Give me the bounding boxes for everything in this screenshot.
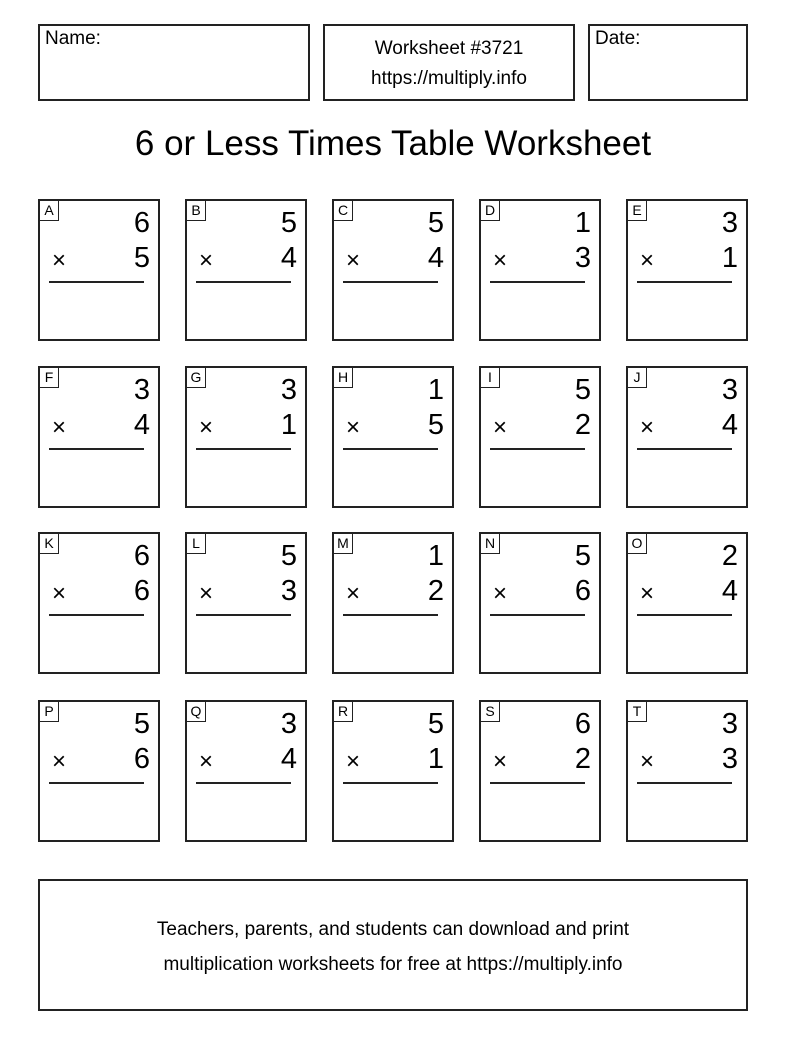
answer-line xyxy=(637,281,732,283)
multiplicand: 3 xyxy=(721,374,738,406)
worksheet-url: https://multiply.info xyxy=(371,68,527,89)
worksheet-number: Worksheet #3721 xyxy=(374,38,524,59)
problem-letter: E xyxy=(627,200,647,221)
multiplier: 6 xyxy=(133,743,150,775)
multiplicand: 6 xyxy=(574,708,591,740)
multiplicand: 1 xyxy=(574,207,591,239)
problem-card-l[interactable] xyxy=(185,532,307,674)
problem-letter: F xyxy=(39,367,59,388)
answer-line xyxy=(490,448,585,450)
answer-line xyxy=(196,281,291,283)
multiply-sign: × xyxy=(52,247,67,274)
multiplier: 5 xyxy=(133,242,150,274)
answer-line xyxy=(49,614,144,616)
multiplier: 3 xyxy=(280,575,297,607)
answer-line xyxy=(49,782,144,784)
multiplier: 4 xyxy=(721,409,738,441)
answer-line xyxy=(490,281,585,283)
multiply-sign: × xyxy=(199,414,214,441)
problem-card-p[interactable] xyxy=(38,700,160,842)
footer-line-1: Teachers, parents, and students can download and print xyxy=(156,919,630,940)
multiplicand: 3 xyxy=(280,708,297,740)
multiply-sign: × xyxy=(493,247,508,274)
date-field[interactable] xyxy=(588,24,748,101)
multiplicand: 5 xyxy=(280,540,297,572)
problem-card-s[interactable] xyxy=(479,700,601,842)
multiplicand: 3 xyxy=(133,374,150,406)
multiplicand: 3 xyxy=(280,374,297,406)
multiply-sign: × xyxy=(640,414,655,441)
problem-card-f[interactable] xyxy=(38,366,160,508)
problem-card-q[interactable] xyxy=(185,700,307,842)
multiplicand: 3 xyxy=(721,708,738,740)
name-label: Name: xyxy=(45,28,101,49)
multiplier: 1 xyxy=(721,242,738,274)
problem-letter: Q xyxy=(186,701,206,722)
problem-card-b[interactable] xyxy=(185,199,307,341)
multiply-sign: × xyxy=(346,580,361,607)
problem-letter: M xyxy=(333,533,353,554)
answer-line xyxy=(343,614,438,616)
answer-line xyxy=(343,281,438,283)
problem-letter: J xyxy=(627,367,647,388)
answer-line xyxy=(49,281,144,283)
footer-line-2: multiplication worksheets for free at https://multiply.info xyxy=(163,954,623,975)
multiplicand: 3 xyxy=(721,207,738,239)
problem-card-t[interactable] xyxy=(626,700,748,842)
multiplicand: 5 xyxy=(574,540,591,572)
answer-line xyxy=(196,782,291,784)
page-title: 6 or Less Times Table Worksheet xyxy=(134,124,652,163)
problem-letter: P xyxy=(39,701,59,722)
multiply-sign: × xyxy=(493,580,508,607)
problem-card-k[interactable] xyxy=(38,532,160,674)
problem-letter: H xyxy=(333,367,353,388)
answer-line xyxy=(490,614,585,616)
multiplicand: 2 xyxy=(721,540,738,572)
answer-line xyxy=(343,448,438,450)
multiplier: 4 xyxy=(427,242,444,274)
multiply-sign: × xyxy=(52,414,67,441)
date-label: Date: xyxy=(595,28,641,49)
multiplier: 4 xyxy=(280,743,297,775)
problem-card-m[interactable] xyxy=(332,532,454,674)
multiplier: 2 xyxy=(427,575,444,607)
answer-line xyxy=(637,448,732,450)
multiplier: 6 xyxy=(574,575,591,607)
problem-card-g[interactable] xyxy=(185,366,307,508)
multiply-sign: × xyxy=(493,748,508,775)
multiplicand: 1 xyxy=(427,374,444,406)
problem-card-h[interactable] xyxy=(332,366,454,508)
multiply-sign: × xyxy=(346,748,361,775)
multiplicand: 6 xyxy=(133,540,150,572)
multiplier: 6 xyxy=(133,575,150,607)
problem-letter: T xyxy=(627,701,647,722)
problem-letter: B xyxy=(186,200,206,221)
problem-letter: I xyxy=(480,367,500,388)
problem-letter: A xyxy=(39,200,59,221)
multiplicand: 6 xyxy=(133,207,150,239)
multiplier: 2 xyxy=(574,743,591,775)
problem-card-j[interactable] xyxy=(626,366,748,508)
problem-letter: O xyxy=(627,533,647,554)
worksheet-info-box xyxy=(323,24,575,101)
answer-line xyxy=(637,782,732,784)
multiplicand: 5 xyxy=(427,207,444,239)
footer-box xyxy=(38,879,748,1011)
multiply-sign: × xyxy=(52,748,67,775)
problem-card-c[interactable] xyxy=(332,199,454,341)
problem-card-i[interactable] xyxy=(479,366,601,508)
problem-card-a[interactable] xyxy=(38,199,160,341)
answer-line xyxy=(490,782,585,784)
problem-letter: N xyxy=(480,533,500,554)
problem-letter: R xyxy=(333,701,353,722)
answer-line xyxy=(343,782,438,784)
multiplicand: 5 xyxy=(427,708,444,740)
multiplier: 4 xyxy=(721,575,738,607)
multiplier: 4 xyxy=(280,242,297,274)
multiply-sign: × xyxy=(640,748,655,775)
answer-line xyxy=(196,448,291,450)
name-field[interactable] xyxy=(38,24,310,101)
answer-line xyxy=(49,448,144,450)
multiplicand: 5 xyxy=(280,207,297,239)
multiply-sign: × xyxy=(346,247,361,274)
multiplier: 4 xyxy=(133,409,150,441)
multiplicand: 1 xyxy=(427,540,444,572)
multiply-sign: × xyxy=(640,247,655,274)
problem-card-o[interactable] xyxy=(626,532,748,674)
problem-letter: G xyxy=(186,367,206,388)
multiply-sign: × xyxy=(199,247,214,274)
answer-line xyxy=(196,614,291,616)
problem-card-d[interactable] xyxy=(479,199,601,341)
multiply-sign: × xyxy=(346,414,361,441)
multiplicand: 5 xyxy=(133,708,150,740)
multiply-sign: × xyxy=(199,580,214,607)
multiplier: 3 xyxy=(721,743,738,775)
multiplicand: 5 xyxy=(574,374,591,406)
problem-letter: C xyxy=(333,200,353,221)
problem-letter: S xyxy=(480,701,500,722)
problem-card-r[interactable] xyxy=(332,700,454,842)
multiplier: 1 xyxy=(427,743,444,775)
problem-letter: D xyxy=(480,200,500,221)
multiply-sign: × xyxy=(199,748,214,775)
multiplier: 5 xyxy=(427,409,444,441)
multiply-sign: × xyxy=(52,580,67,607)
answer-line xyxy=(637,614,732,616)
multiply-sign: × xyxy=(493,414,508,441)
problem-card-e[interactable] xyxy=(626,199,748,341)
problem-letter: K xyxy=(39,533,59,554)
multiplier: 3 xyxy=(574,242,591,274)
problem-letter: L xyxy=(186,533,206,554)
multiplier: 2 xyxy=(574,409,591,441)
multiply-sign: × xyxy=(640,580,655,607)
multiplier: 1 xyxy=(280,409,297,441)
problem-card-n[interactable] xyxy=(479,532,601,674)
